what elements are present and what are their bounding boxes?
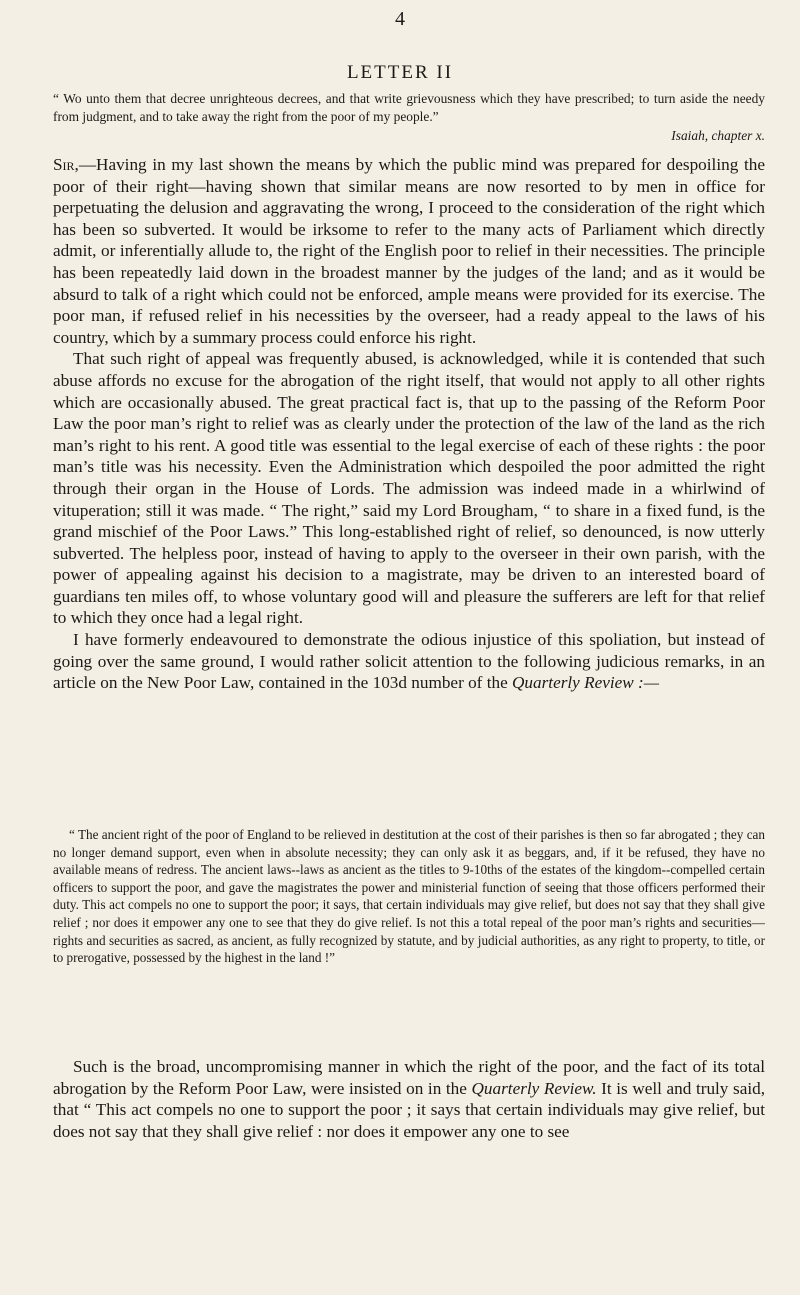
closing-text-after: It is well and truly said, that “ This act compels no one to support the poor ; it says that certain individuals may give relief, but does not say that they shall give relief : nor does it empower any one to see: [53, 1078, 765, 1141]
paragraph-3-text: I have formerly endeavoured to demonstrate the odious injustice of this spoliation, but instead of going over the same ground, I would rather solicit attention to the following judicious remarks, in an article on the New Poor Law, contained in the 103d number of the: [53, 630, 765, 693]
paragraph-2: That such right of appeal was frequently abused, is acknowledged, while it is contended that such abuse affords no excuse for the abrogation of the right itself, that would not apply to all other rights which are occasionally abused. The great practical fact is, that up to the passing of the Reform Poor Law the poor man’s right to relief was as clearly under the protection of the law of the land as the rich man’s right to his rent. A good title was essential to the legal exercise of each of these rights : the poor man’s title was his necessity. Even the Administration which despoiled the poor admitted the right through their organ in the House of Lords. The admission was indeed made in a whirlwind of vituperation; still it was made. “ The right,” said my Lord Brougham, “ to share in a fixed fund, is the grand mischief of the Poor Laws.” This long-established right of relief, so denounced, is now utterly subverted. The helpless poor, instead of having to apply to the overseer in their own parish, with the power of appealing against his decision to a magistrate, may be driven to an interested board of guardians ten miles off, to whose voluntary good will and pleasure the sufferers are left for that relief to which they once had a legal right.: [53, 349, 765, 628]
closing-paragraph: [53, 1056, 765, 1142]
letter-heading: LETTER II: [346, 62, 454, 83]
closing-journal-title: Quarterly Review.: [471, 1078, 597, 1098]
letter-body: [53, 154, 765, 694]
epigraph-quote: “ Wo unto them that decree unrighteous decrees, and that write grievousness which they have prescribed; to turn aside the needy from judgment, and to take away the right from the poor of my people.”: [53, 91, 765, 124]
block-quote: “ The ancient right of the poor of England to be relieved in destitution at the cost of their parishes is then so far abrogated ; they can no longer demand support, even when in absolute necessity; they can only ask it as beggars, and, if it be refused, they have no available means of redress. The ancient laws--laws as ancient as the titles to 9-10ths of the estates of the kingdom--compelled certain officers to support the poor, and gave the magistrates the power and ministerial function of seeing that those officers performed their duty. This act compels no one to support the poor; it says, that certain individuals may give relief, but does not say that they shall give relief ; nor does it empower any one to see that they do give relief. Is not this a total repeal of the poor man’s rights and securities—rights and securities as sacred, as ancient, as fully recognized by statute, and by judicial authorities, as any right to property, to title, or to prerogative, possessed by the highest in the land !”: [53, 827, 765, 966]
page-number: 4: [395, 8, 405, 30]
salutation: Sir,: [53, 155, 79, 174]
epigraph-attribution: Isaiah, chapter x.: [671, 128, 765, 143]
paragraph-1: [53, 154, 765, 348]
paragraph-1-text: —Having in my last shown the means by which the public mind was prepared for despoiling the poor of their right—having shown that similar means are now resorted to by men in office for perpetuating the delusion and aggravating the wrong, I proceed to the consideration of the right which has been so subverted. It would be irksome to refer to the many acts of Parliament which directly admit, or inferentially allude to, the right of the English poor to relief in their necessities. The principle has been repeatedly laid down in the broadest manner by the judges of the land; and as it would be absurd to talk of a right which could not be enforced, ample means were provided for its exercise. The poor man, if refused relief in his necessities by the overseer, had a ready appeal to the laws of his country, which by a summary process could enforce his right.: [53, 155, 765, 347]
closing-text-before: Such is the broad, uncompromising manner in which the right of the poor, and the fact of its total abrogation by the Reform Poor Law, were insisted on in the: [53, 1057, 765, 1098]
paragraph-3: [53, 629, 765, 694]
journal-title: Quarterly Review :—: [512, 673, 660, 693]
